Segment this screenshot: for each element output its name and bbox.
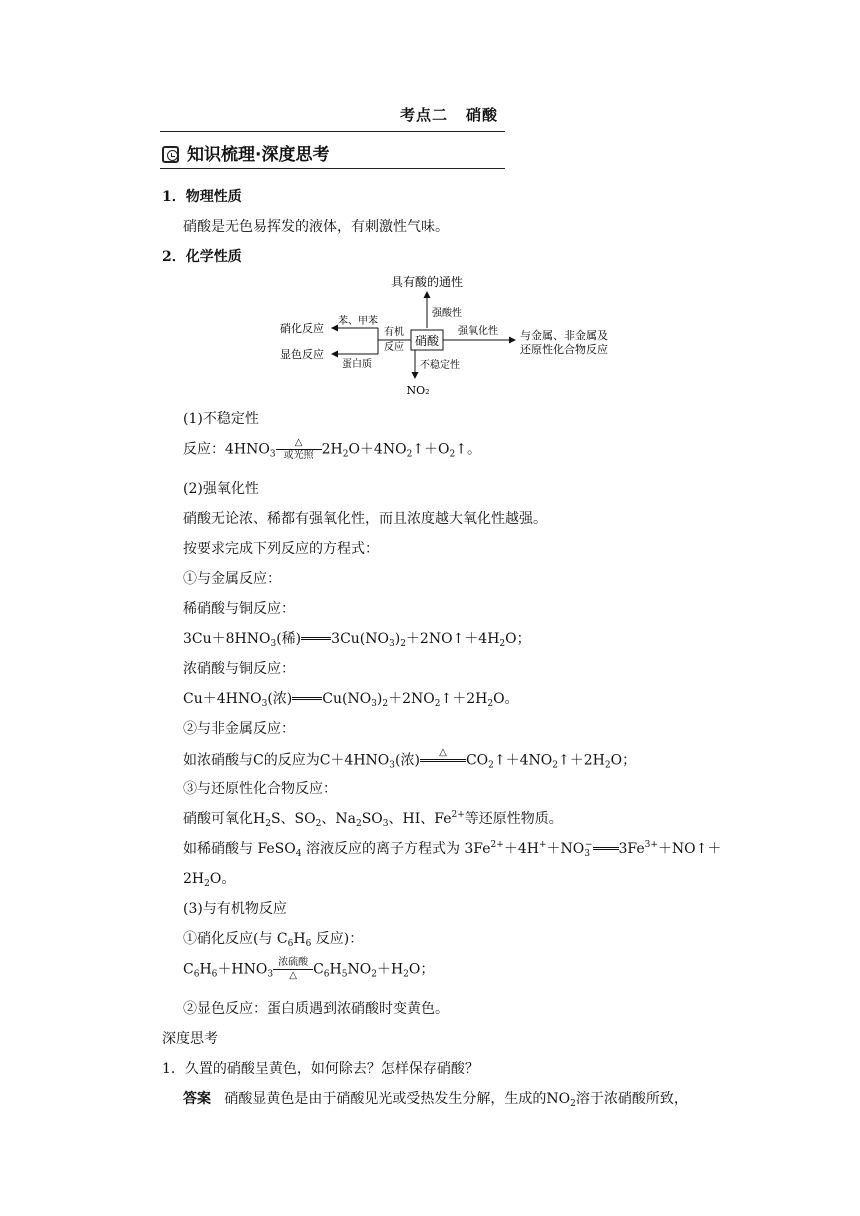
diagram-right-text-1: 与金属、非金属及 [520,329,608,342]
dilute-cu-label: 稀硝酸与铜反应： [183,601,295,617]
metal-label: ①与金属反应： [183,571,281,587]
diagram-left-text-2: 显色反应 [280,348,324,361]
answer-1: 答案 硝酸显黄色是由于硝酸见光或受热发生分解，生成的$NO_2$溶于浓硝酸所致， [183,1091,688,1109]
eq-carbon: 如浓硝酸与C的反应为$C+4HNO_3$(浓) △ $CO_2↑+4NO_2↑+2H_2O$； [183,747,637,771]
divider-bottom [160,168,505,169]
eq-feso4-cont: $2H_2O$。 [183,871,236,889]
eq-nitration: $C_6H_6+HNO_3$ 浓硫酸 △ $C_6H_5NO_2+H_2O$； [183,957,435,981]
diagram-left-top-label: 苯、甲苯 [338,316,378,327]
diagram-left-mid-2: 反应 [384,342,404,353]
diagram-left-text-1: 硝化反应 [280,322,324,335]
eq-decomposition: 反应：$4HNO_3$ △ 或光照 $2H_2O+4NO_2↑+O_2↑$。 [183,437,481,461]
eq-dilute-cu: $3Cu+8HNO_3$(稀) $3Cu(NO_3)_2+2NO↑+4H_2O$； [183,631,531,649]
eq-feso4: 如稀硝酸与 FeSO$_4$ 溶液反应的离子方程式为 $3Fe^{2+}+4H^++NO_3^-$ $3Fe^{3+}+NO↑+$ [183,840,722,859]
reducing-label: ③与还原性化合物反应： [183,781,337,797]
heading-chemical: 2．化学性质 [162,249,242,265]
divider-top [160,131,505,132]
conc-cu-label: 浓硝酸与铜反应： [183,661,295,677]
reducing-text: 硝酸可氧化$H_2S$、$SO_2$、$Na_2SO_3$、HI、$Fe^{2+}$等还原性物质。 [183,810,563,829]
heading-physical: 1．物理性质 [162,189,242,205]
diagram-left-mid-1: 有机 [384,327,404,338]
oxidizing-line1: 硝酸无论浓、稀都有强氧化性，而且浓度越大氧化性越强。 [183,511,547,527]
eq-conc-cu: $Cu+4HNO_3$(浓) $Cu(NO_3)_2+2NO_2↑+2H_2O$。 [183,691,519,709]
diagram-left-bottom-label: 蛋白质 [342,359,372,370]
oxidizing-line2: 按要求完成下列反应的方程式： [183,541,379,557]
diagram-down-label: 不稳定性 [420,360,460,371]
diagram-bottom-label: NO₂ [406,384,430,397]
organic-label: (3)与有机物反应 [183,901,287,917]
physical-text: 硝酸是无色易挥发的液体，有刺激性气味。 [183,219,449,235]
nonmetal-label: ②与非金属反应： [183,721,295,737]
nitration-label: ①硝化反应(与 $C_6H_6$ 反应)： [183,931,364,949]
unstable-label: (1)不稳定性 [183,411,259,427]
section-banner: 知识梳理·深度思考 [162,140,329,165]
diagram-center-label: 硝酸 [414,334,440,348]
diagram-up-label: 强酸性 [432,308,462,319]
diagram-right-text-2: 还原性化合物反应 [520,343,608,356]
clock-icon [162,146,179,163]
question-1: 1．久置的硝酸呈黄色，如何除去？怎样保存硝酸？ [162,1061,479,1077]
deep-thinking-title: 深度思考 [162,1031,218,1047]
section-title: 考点二 硝酸 [400,106,499,124]
diagram-top-label: 具有酸的通性 [390,275,464,289]
color-reaction: ②显色反应：蛋白质遇到浓硝酸时变黄色。 [183,1001,449,1017]
properties-diagram [270,270,630,400]
diagram-right-arrow-label: 强氧化性 [458,326,498,337]
oxidizing-label: (2)强氧化性 [183,481,259,497]
